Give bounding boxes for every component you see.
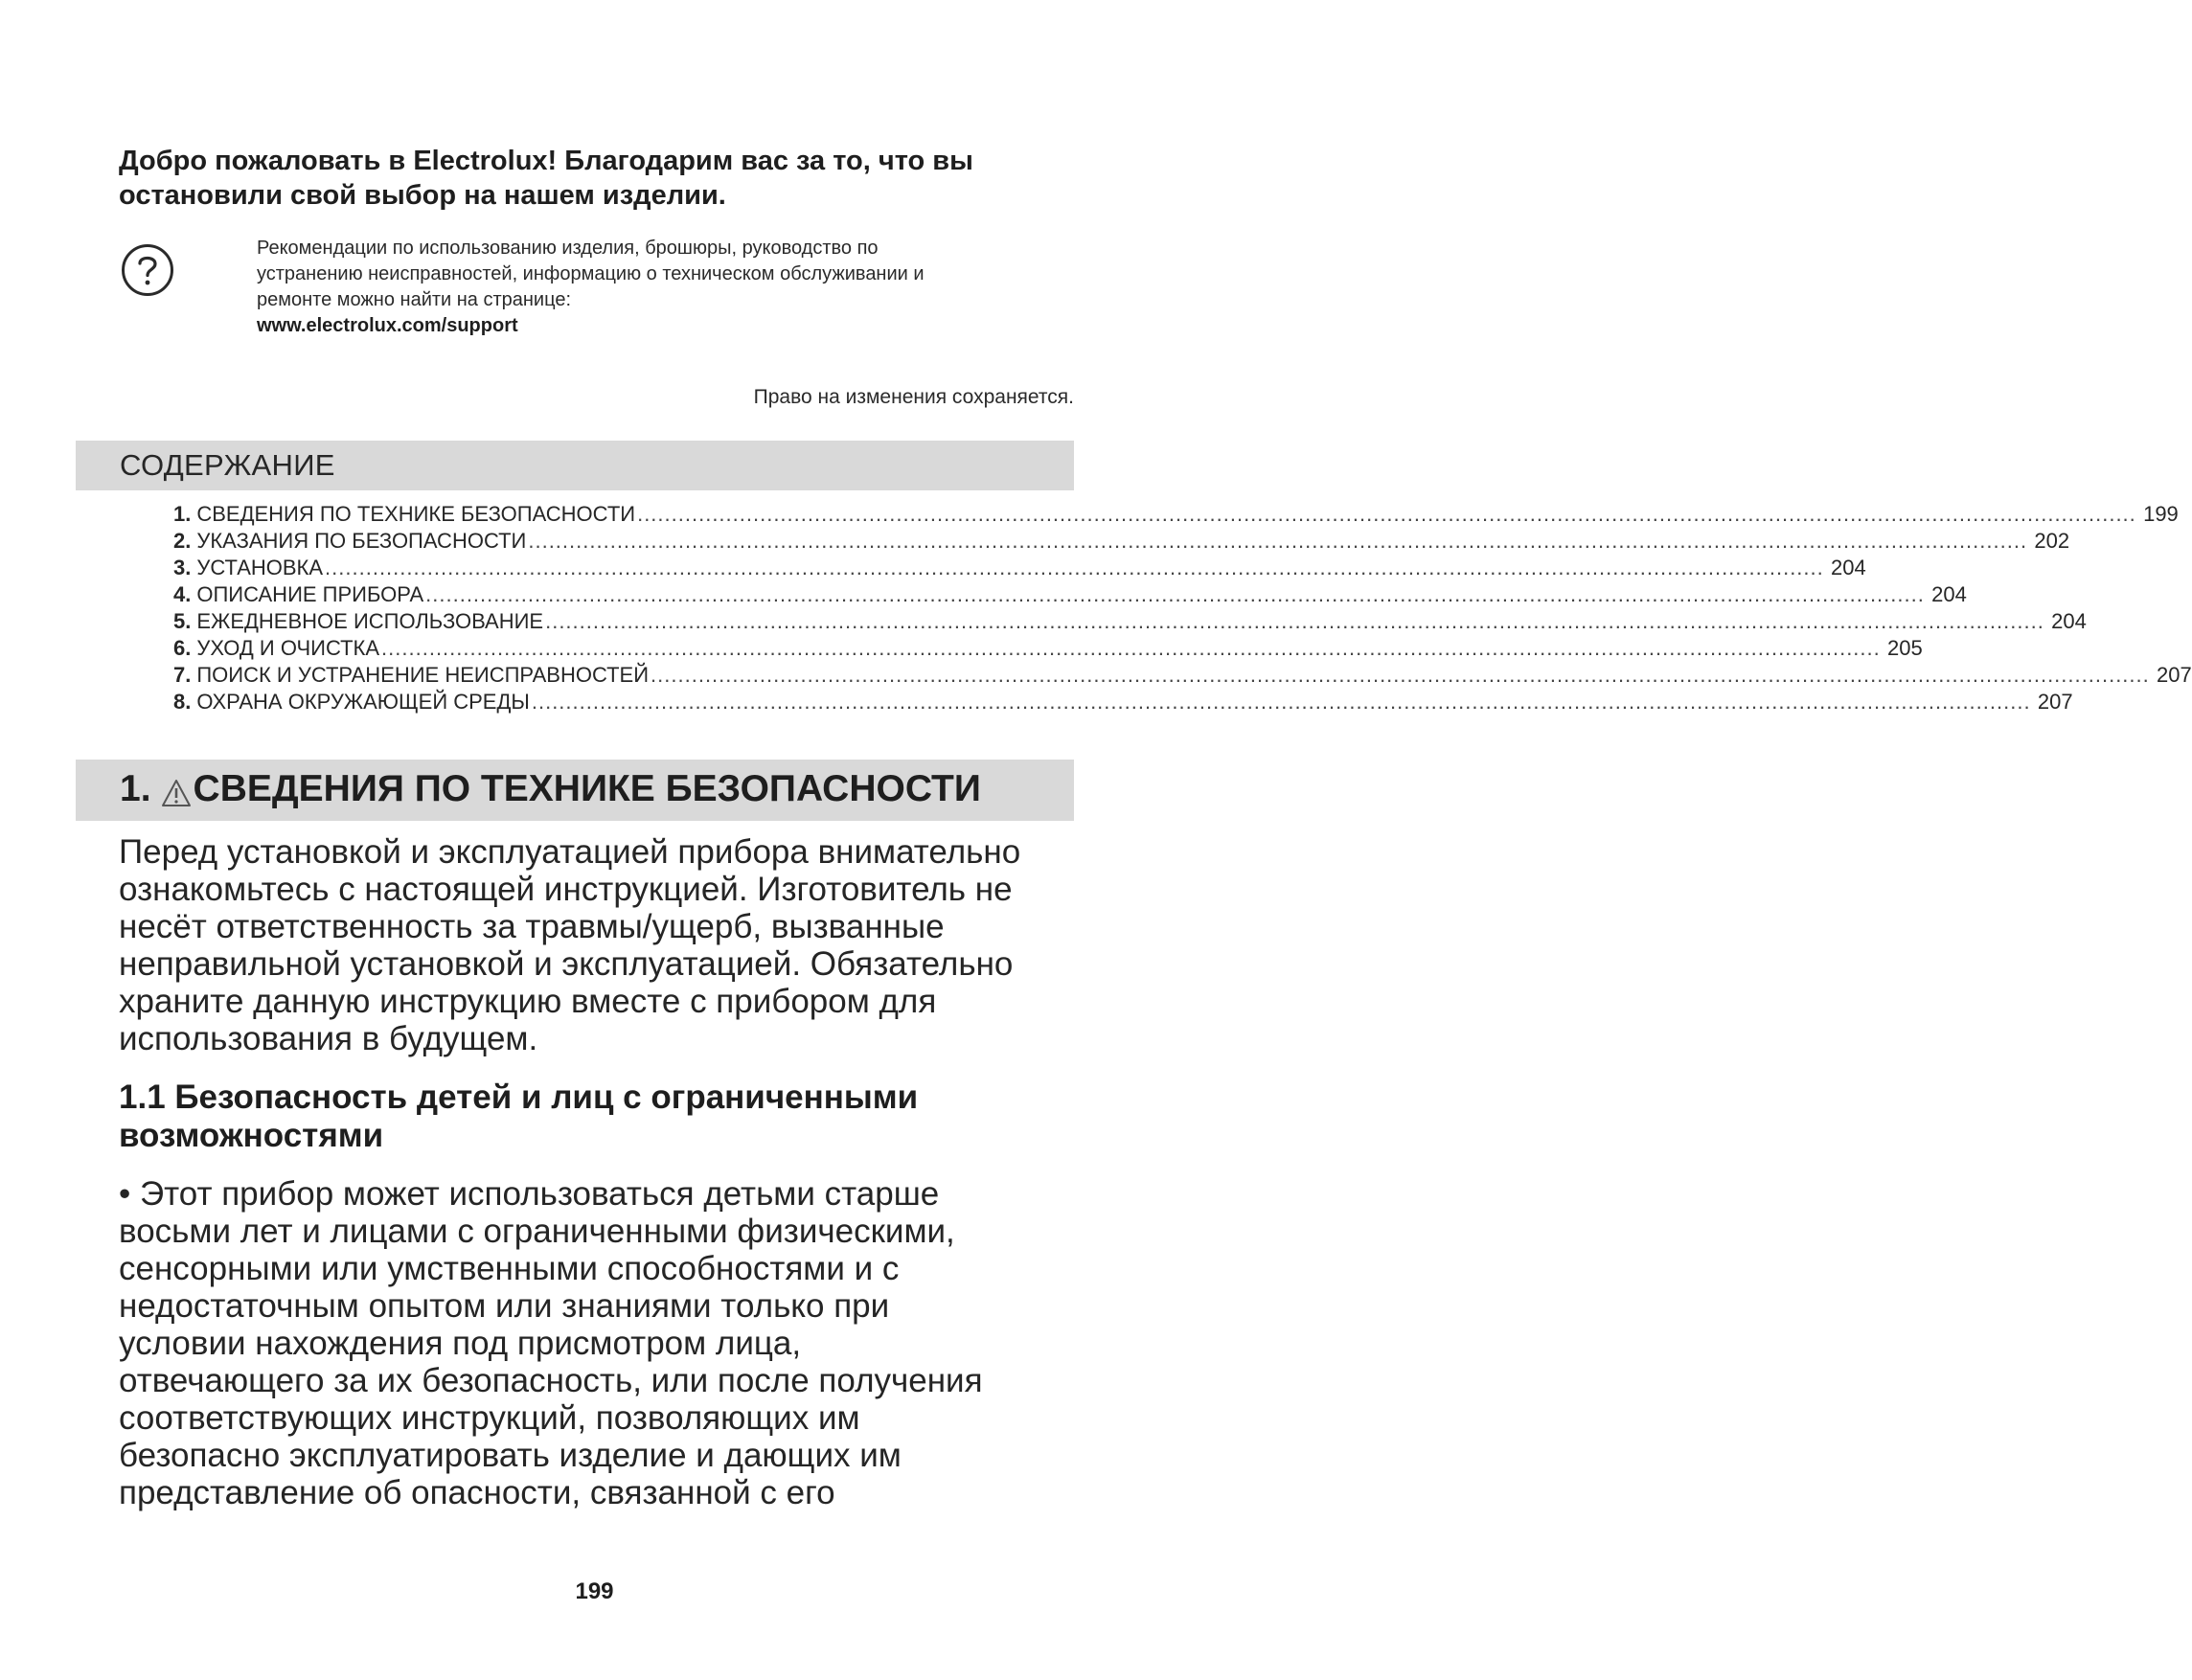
toc-item-page: 207 bbox=[2037, 690, 2073, 714]
subsection-line-1: 1.1 Безопасность детей и лиц с ограниченными bbox=[119, 1078, 919, 1116]
rights-notice: Право на изменения сохраняется. bbox=[753, 386, 1074, 408]
toc-item[interactable] bbox=[173, 635, 1923, 662]
intro-line: несёт ответственность за травмы/ущерб, вызванные bbox=[119, 908, 945, 945]
toc-leader-dots: ............................................................................................................................................................................................................................ bbox=[528, 529, 2028, 553]
bullet-line: соответствующих инструкций, позволяющих им bbox=[119, 1399, 860, 1437]
toc-leader-dots: ............................................................................................................................................................................................................................ bbox=[651, 663, 2150, 687]
bullet-paragraph bbox=[119, 1175, 1086, 1511]
toc-item-number: 3. bbox=[173, 556, 192, 579]
toc-item-number: 7. bbox=[173, 663, 192, 687]
toc-leader-dots: ............................................................................................................................................................................................................................ bbox=[425, 582, 1925, 606]
subsection-heading bbox=[119, 1078, 1077, 1155]
toc-item[interactable] bbox=[173, 581, 1967, 608]
toc-item-page: 204 bbox=[1831, 556, 1866, 579]
bullet-line: недостаточным опытом или знаниями только при bbox=[119, 1287, 890, 1325]
toc-item-label: УХОД И ОЧИСТКА bbox=[196, 636, 380, 660]
warning-triangle-icon bbox=[161, 775, 192, 804]
toc-leader-dots: ............................................................................................................................................................................................................................ bbox=[381, 636, 1881, 660]
bullet-line: условии нахождения под присмотром лица, bbox=[119, 1325, 802, 1362]
bullet-line: восьми лет и лицами с ограниченными физическими, bbox=[119, 1213, 955, 1250]
support-line-3: ремонте можно найти на странице: bbox=[257, 289, 572, 310]
toc-leader-dots: ............................................................................................................................................................................................................................ bbox=[325, 556, 1824, 579]
intro-line: неправильной установкой и эксплуатацией. Обязательно bbox=[119, 945, 1014, 983]
toc-item[interactable] bbox=[173, 555, 1866, 581]
toc-title: СОДЕРЖАНИЕ bbox=[120, 448, 335, 482]
toc-item-page: 199 bbox=[2143, 502, 2179, 526]
toc-item-label: ОХРАНА ОКРУЖАЮЩЕЙ СРЕДЫ bbox=[196, 690, 530, 714]
toc-item-page: 202 bbox=[2034, 529, 2070, 553]
section-number: 1. bbox=[120, 768, 151, 809]
toc-item-label: УСТАНОВКА bbox=[196, 556, 324, 579]
toc-item[interactable] bbox=[173, 528, 2070, 555]
toc-item-number: 6. bbox=[173, 636, 192, 660]
section-title bbox=[120, 768, 981, 810]
welcome-line-2: остановили свой выбор на нашем изделии. bbox=[119, 180, 726, 211]
toc-item-number: 4. bbox=[173, 582, 192, 606]
toc-item-page: 207 bbox=[2157, 663, 2192, 687]
support-info bbox=[257, 236, 1081, 339]
bullet-line: представление об опасности, связанной с его bbox=[119, 1474, 835, 1511]
page-number: 199 bbox=[575, 1578, 614, 1604]
toc-item-label: ЕЖЕДНЕВНОЕ ИСПОЛЬЗОВАНИЕ bbox=[196, 609, 544, 633]
toc-item-number: 2. bbox=[173, 529, 192, 553]
toc-item[interactable] bbox=[173, 608, 2087, 635]
toc-item-label: ПОИСК И УСТРАНЕНИЕ НЕИСПРАВНОСТЕЙ bbox=[196, 663, 650, 687]
support-url-link[interactable]: www.electrolux.com/support bbox=[257, 315, 518, 336]
toc-item-label: УКАЗАНИЯ ПО БЕЗОПАСНОСТИ bbox=[196, 529, 527, 553]
intro-paragraph bbox=[119, 833, 1086, 1057]
intro-line: ознакомьтесь с настоящей инструкцией. Изготовитель не bbox=[119, 871, 1013, 908]
toc-item-page: 204 bbox=[2051, 609, 2087, 633]
question-circle-icon bbox=[121, 243, 174, 297]
subsection-line-2: возможностями bbox=[119, 1117, 384, 1154]
bullet-line: отвечающего за их безопасность, или после получения bbox=[119, 1362, 983, 1399]
toc-item-number: 1. bbox=[173, 502, 192, 526]
toc-item[interactable] bbox=[173, 662, 2192, 689]
toc-item[interactable] bbox=[173, 501, 2179, 528]
toc-list bbox=[173, 501, 2192, 715]
toc-item-label: СВЕДЕНИЯ ПО ТЕХНИКЕ БЕЗОПАСНОСТИ bbox=[196, 502, 636, 526]
bullet-line: безопасно эксплуатировать изделие и дающих им bbox=[119, 1437, 902, 1474]
intro-line: Перед установкой и эксплуатацией прибора внимательно bbox=[119, 833, 1021, 871]
support-line-1: Рекомендации по использованию изделия, брошюры, руководство по bbox=[257, 238, 879, 259]
toc-item-page: 205 bbox=[1887, 636, 1923, 660]
toc-item-number: 5. bbox=[173, 609, 192, 633]
welcome-heading bbox=[119, 144, 1077, 213]
toc-item-number: 8. bbox=[173, 690, 192, 714]
intro-line: использования в будущем. bbox=[119, 1020, 538, 1057]
toc-leader-dots: ............................................................................................................................................................................................................................ bbox=[637, 502, 2136, 526]
toc-leader-dots: ............................................................................................................................................................................................................................ bbox=[545, 609, 2044, 633]
bullet-line: сенсорными или умственными способностями и с bbox=[119, 1250, 900, 1287]
welcome-line-1: Добро пожаловать в Electrolux! Благодарим вас за то, что вы bbox=[119, 146, 973, 176]
toc-item-label: ОПИСАНИЕ ПРИБОРА bbox=[196, 582, 424, 606]
section-title-text: СВЕДЕНИЯ ПО ТЕХНИКЕ БЕЗОПАСНОСТИ bbox=[193, 768, 981, 809]
toc-item-page: 204 bbox=[1931, 582, 1967, 606]
intro-line: храните данную инструкцию вместе с прибором для bbox=[119, 983, 937, 1020]
support-line-2: устранению неисправностей, информацию о техническом обслуживании и bbox=[257, 263, 925, 284]
bullet-line: • Этот прибор может использоваться детьми старше bbox=[119, 1175, 940, 1213]
toc-item[interactable] bbox=[173, 689, 2073, 715]
toc-leader-dots: ............................................................................................................................................................................................................................ bbox=[531, 690, 2031, 714]
